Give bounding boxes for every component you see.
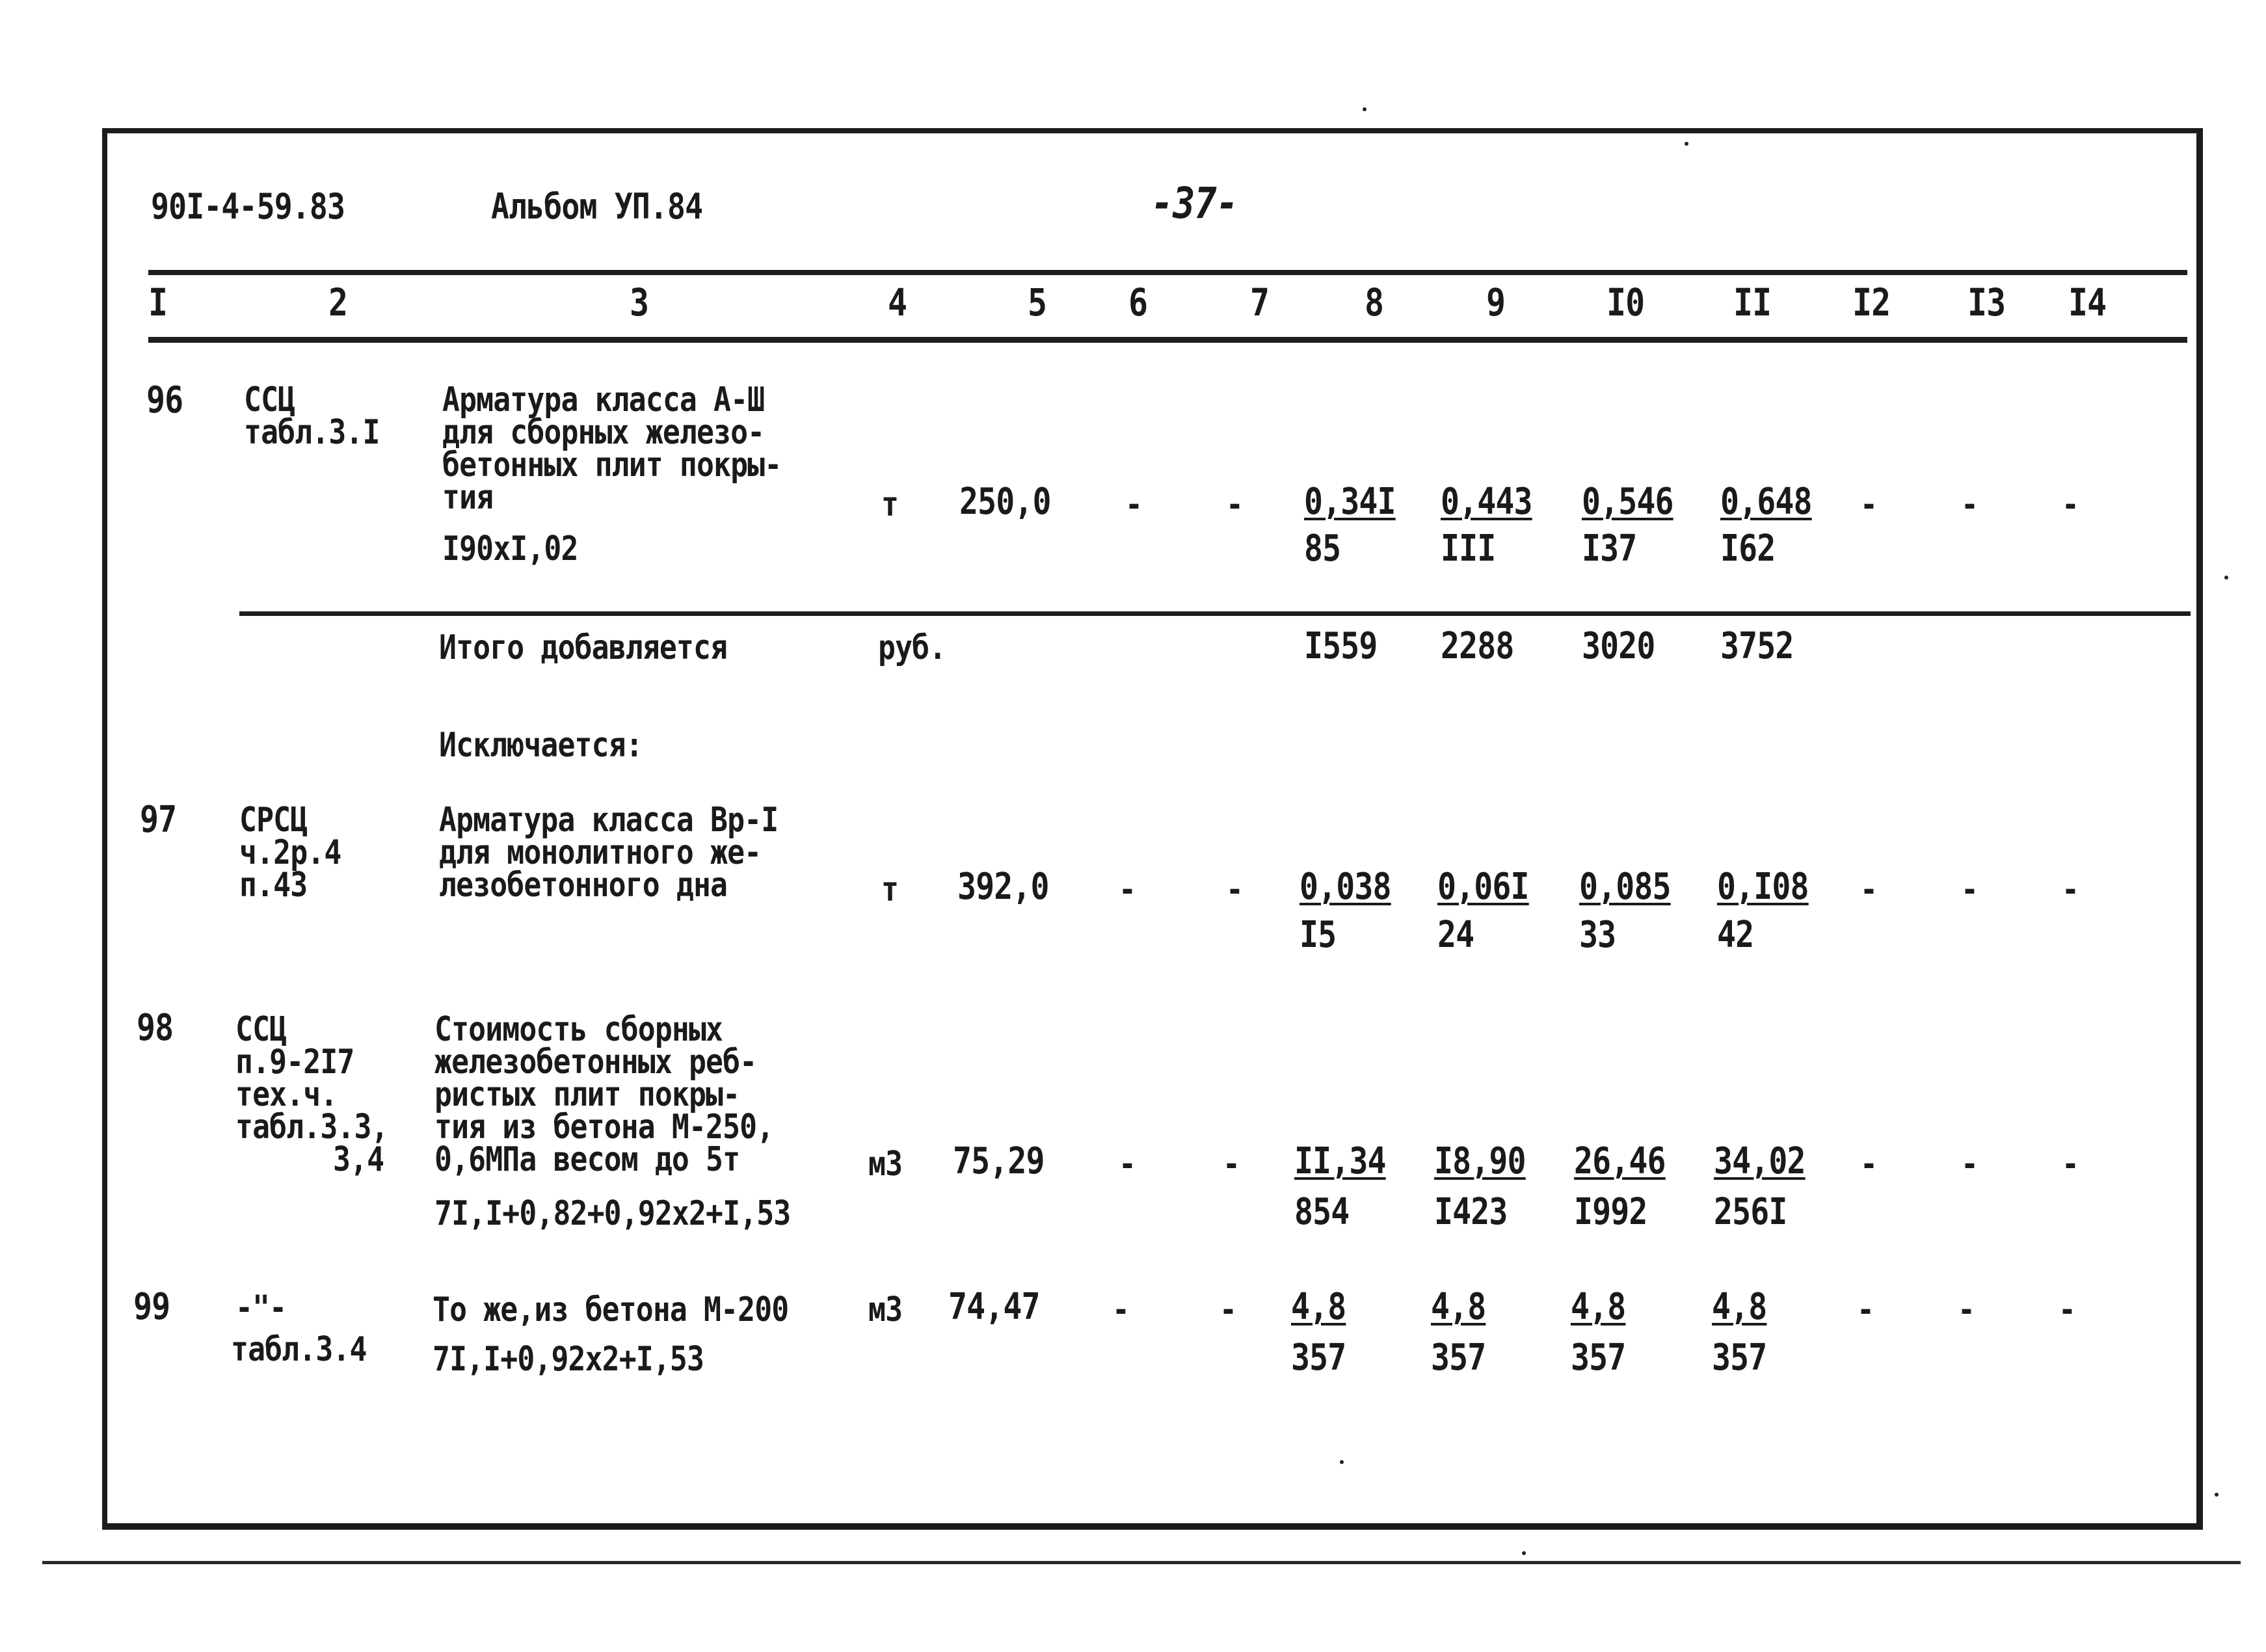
excluded-heading: Исключается:	[439, 726, 643, 765]
ref-line: табл.3.I	[244, 413, 380, 452]
page-number: -37-	[1151, 178, 1238, 228]
total-col11: 3752	[1720, 625, 1794, 667]
formula: 7I,I+0,82+0,92x2+I,53	[434, 1194, 791, 1233]
ref-line: табл.3.4	[231, 1330, 367, 1369]
col11-bottom: 42	[1717, 914, 1754, 956]
col10-top: 0,085	[1579, 866, 1671, 908]
col-num: I4	[2068, 280, 2107, 325]
album-title: Альбом УП.84	[491, 186, 703, 227]
col-num: 6	[1128, 280, 1148, 325]
col8-bottom: 85	[1304, 527, 1341, 570]
ref-line: табл.3.3,	[235, 1108, 388, 1147]
col10-top: 4,8	[1571, 1286, 1626, 1328]
unit: м3	[868, 1290, 903, 1329]
col8-top: 4,8	[1291, 1286, 1346, 1328]
col8-top: 0,038	[1300, 866, 1391, 908]
col8-bottom: I5	[1300, 914, 1337, 956]
desc-line: То же,из бетона М-200	[433, 1290, 789, 1329]
col9-bottom: 24	[1437, 914, 1474, 956]
unit: т	[881, 870, 899, 909]
header-rule-bottom	[148, 337, 2187, 343]
ref-line: СРСЦ	[239, 801, 308, 840]
row-number: 96	[146, 379, 183, 421]
col14-dash: -	[2059, 1290, 2076, 1329]
ref-line: ч.2р.4	[239, 833, 341, 872]
col-num: I0	[1606, 280, 1645, 325]
total-rule	[239, 611, 2191, 616]
header-rule-top	[148, 270, 2187, 275]
unit: т	[881, 485, 899, 524]
row-number: 97	[140, 799, 177, 841]
quantity: 74,47	[948, 1286, 1040, 1328]
col11-top: 34,02	[1714, 1140, 1806, 1182]
unit: м3	[868, 1145, 903, 1184]
col7-dash: -	[1223, 1145, 1240, 1184]
col11-bottom: 357	[1712, 1337, 1767, 1379]
col10-top: 0,546	[1582, 481, 1673, 523]
col10-bottom: I992	[1574, 1191, 1647, 1233]
formula: I90xI,02	[442, 529, 578, 568]
col7-dash: -	[1220, 1290, 1237, 1329]
total-col8: I559	[1304, 625, 1378, 667]
col-num: 2	[328, 280, 348, 325]
col10-bottom: I37	[1582, 527, 1637, 570]
total-col10: 3020	[1582, 625, 1655, 667]
col8-bottom: 357	[1291, 1337, 1346, 1379]
col-num: I3	[1967, 280, 2006, 325]
row-number: 99	[133, 1286, 170, 1328]
col14-dash: -	[2062, 1145, 2079, 1184]
col12-dash: -	[1860, 870, 1878, 909]
col12-dash: -	[1860, 1145, 1878, 1184]
scan-speck	[2224, 576, 2228, 580]
col13-dash: -	[1961, 485, 1979, 524]
col-num: 4	[888, 280, 907, 325]
col11-top: 0,648	[1720, 481, 1812, 523]
col6-dash: -	[1125, 485, 1143, 524]
desc-line: ристых плит покры-	[434, 1075, 740, 1114]
col9-top: I8,90	[1434, 1140, 1526, 1182]
col8-top: 0,34I	[1304, 481, 1396, 523]
formula: 7I,I+0,92x2+I,53	[433, 1340, 704, 1379]
col-num: 3	[630, 280, 649, 325]
col8-bottom: 854	[1294, 1191, 1350, 1233]
desc-line: Арматура класса Вр-I	[439, 801, 779, 840]
scan-speck	[1685, 142, 1688, 146]
desc-line: 0,6МПа весом до 5т	[434, 1140, 740, 1179]
scan-speck	[1522, 1551, 1526, 1555]
col9-bottom: 357	[1431, 1337, 1486, 1379]
quantity: 250,0	[959, 481, 1051, 523]
desc-line: бетонных плит покры-	[442, 446, 782, 485]
quantity: 392,0	[957, 866, 1049, 908]
ref-line: п.43	[239, 866, 308, 905]
desc-line: тия	[442, 478, 494, 517]
col11-top: 0,I08	[1717, 866, 1809, 908]
col13-dash: -	[1958, 1290, 1975, 1329]
row-number: 98	[137, 1007, 174, 1049]
col-num: 5	[1028, 280, 1047, 325]
desc-line: лезобетонного дна	[439, 866, 728, 905]
col11-bottom: I62	[1720, 527, 1776, 570]
col6-dash: -	[1119, 870, 1136, 909]
col10-top: 26,46	[1574, 1140, 1666, 1182]
col11-top: 4,8	[1712, 1286, 1767, 1328]
scan-speck	[1363, 107, 1366, 111]
col12-dash: -	[1860, 485, 1878, 524]
doc-code: 90I-4-59.83	[151, 186, 345, 227]
col8-top: II,34	[1294, 1140, 1386, 1182]
desc-line: Арматура класса А-Ш	[442, 380, 765, 420]
total-col9: 2288	[1441, 625, 1514, 667]
col10-bottom: 357	[1571, 1337, 1626, 1379]
col-num: I	[148, 280, 168, 325]
desc-line: для монолитного же-	[439, 833, 762, 872]
ref-line: ССЦ	[244, 380, 295, 420]
quantity: 75,29	[953, 1140, 1045, 1182]
col-num: II	[1733, 280, 1772, 325]
desc-line: тия из бетона М-250,	[434, 1108, 774, 1147]
col-num: 9	[1486, 280, 1506, 325]
col-num: 7	[1250, 280, 1270, 325]
ref-line: -"-	[235, 1288, 287, 1327]
ref-line: 3,4	[333, 1140, 384, 1179]
scan-speck	[1340, 1460, 1344, 1464]
col13-dash: -	[1961, 870, 1979, 909]
col10-bottom: 33	[1579, 914, 1616, 956]
ref-line: п.9-2I7	[235, 1043, 354, 1082]
desc-line: для сборных железо-	[442, 413, 765, 452]
col14-dash: -	[2062, 870, 2079, 909]
col13-dash: -	[1961, 1145, 1979, 1184]
bottom-rule	[42, 1561, 2241, 1564]
col-num: I2	[1852, 280, 1891, 325]
col9-top: 0,06I	[1437, 866, 1529, 908]
col14-dash: -	[2062, 485, 2079, 524]
desc-line: Стоимость сборных	[434, 1010, 723, 1049]
ref-line: ССЦ	[235, 1010, 287, 1049]
col9-bottom: I423	[1434, 1191, 1508, 1233]
ref-line: тех.ч.	[235, 1075, 338, 1114]
col6-dash: -	[1112, 1290, 1130, 1329]
col7-dash: -	[1226, 870, 1244, 909]
col9-top: 0,443	[1441, 481, 1532, 523]
col12-dash: -	[1857, 1290, 1874, 1329]
col11-bottom: 256I	[1714, 1191, 1787, 1233]
scan-speck	[2215, 1493, 2219, 1497]
total-label: Итого добавляется	[439, 628, 728, 667]
desc-line: железобетонных реб-	[434, 1043, 757, 1082]
col6-dash: -	[1119, 1145, 1136, 1184]
col-num: 8	[1365, 280, 1384, 325]
col9-bottom: III	[1441, 527, 1496, 570]
col9-top: 4,8	[1431, 1286, 1486, 1328]
total-unit: руб.	[878, 628, 946, 667]
col7-dash: -	[1226, 485, 1244, 524]
